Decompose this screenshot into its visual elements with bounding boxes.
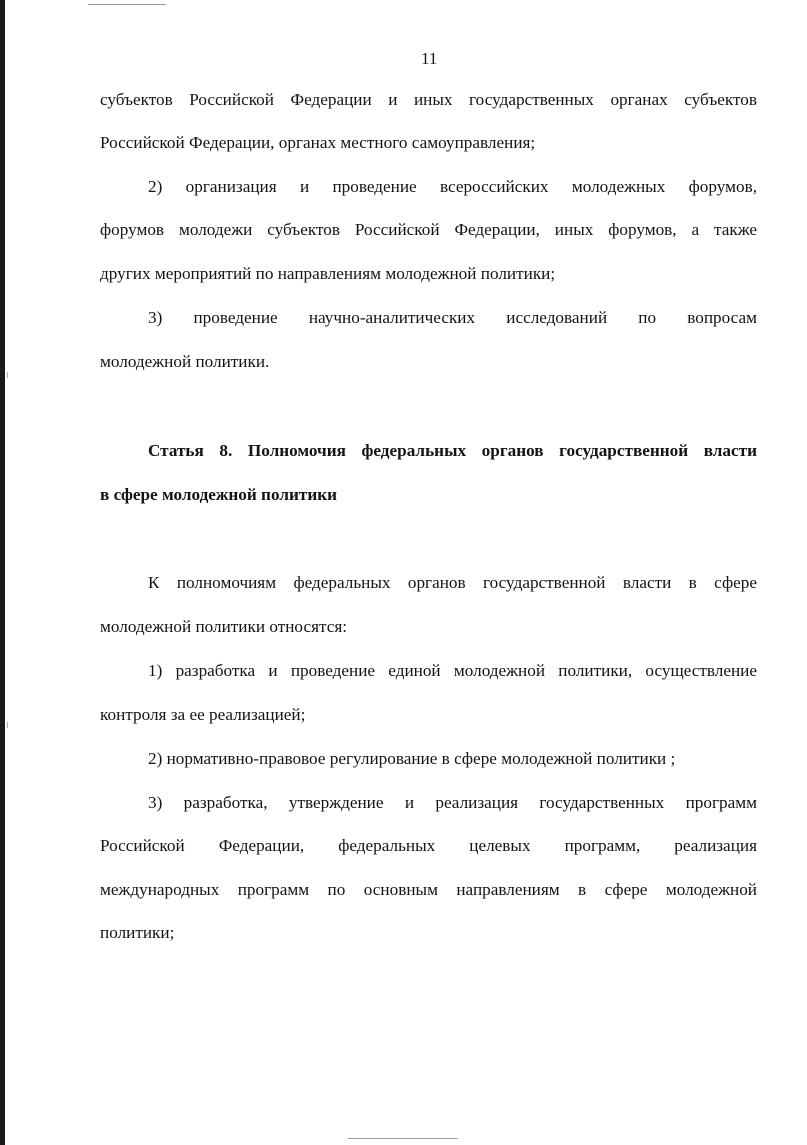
list-item-line: других мероприятий по направлениям молодежной политики; (100, 264, 556, 283)
list-item-line: 1) разработка и проведение единой молодежной политики, осуществление (148, 661, 757, 680)
scan-artifact-top (88, 4, 166, 5)
scan-mark (7, 722, 8, 728)
list-item-line: международных программ по основным направлениям в сфере молодежной (100, 880, 757, 899)
list-item-line: 3) проведение научно-аналитических исследований по вопросам (148, 308, 757, 327)
list-item-line: контроля за ее реализацией; (100, 705, 306, 724)
paragraph-line: молодежной политики относятся: (100, 617, 348, 636)
list-item-line: Российской Федерации, федеральных целевых программ, реализация (100, 836, 757, 855)
scan-left-edge (0, 0, 5, 1145)
paragraph-line: К полномочиям федеральных органов государственной власти в сфере (148, 573, 757, 592)
list-item-line: форумов молодежи субъектов Российской Федерации, иных форумов, а также (100, 220, 757, 239)
list-item-line: политики; (100, 923, 175, 942)
paragraph-line: субъектов Российской Федерации и иных государственных органах субъектов (100, 90, 757, 109)
scan-mark (7, 372, 8, 378)
article-heading: в сфере молодежной политики (100, 485, 338, 504)
article-heading: Статья 8. Полномочия федеральных органов государственной власти (148, 441, 757, 460)
list-item-line: 2) нормативно-правовое регулирование в сфере молодежной политики ; (148, 749, 676, 768)
page-number: 11 (421, 49, 438, 68)
paragraph-line: Российской Федерации, органах местного самоуправления; (100, 133, 536, 152)
list-item-line: 3) разработка, утверждение и реализация государственных программ (148, 793, 757, 812)
list-item-line: 2) организация и проведение всероссийских молодежных форумов, (148, 177, 757, 196)
list-item-line: молодежной политики. (100, 352, 270, 371)
scan-artifact-bottom (348, 1138, 458, 1139)
